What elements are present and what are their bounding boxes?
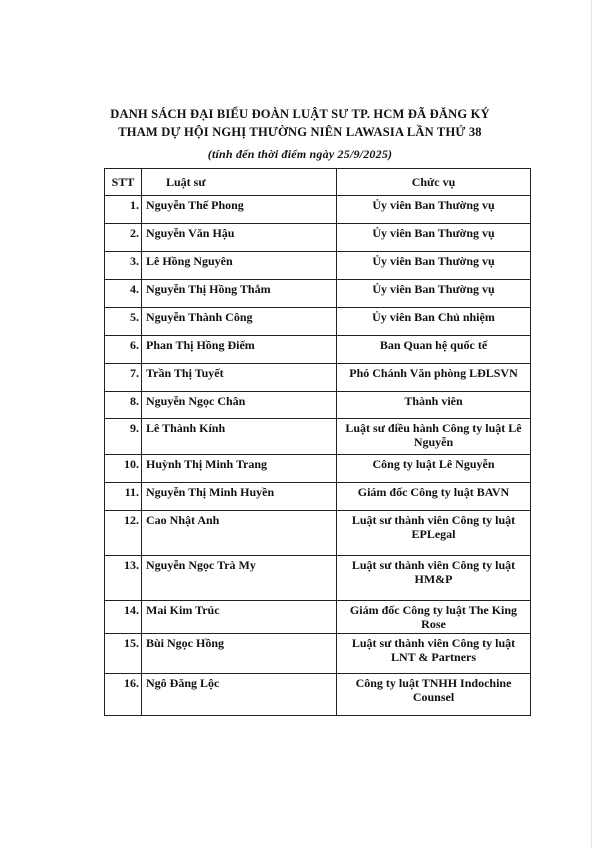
table-row (105, 556, 531, 601)
row-stt: 2. (105, 224, 142, 252)
table-row (105, 280, 531, 308)
row-lawyer-name: Nguyễn Thị Hồng Thắm (142, 280, 337, 308)
row-stt: 9. (105, 419, 142, 455)
row-lawyer-name: Nguyễn Thị Minh Huyền (142, 483, 337, 511)
row-lawyer-name: Ngô Đăng Lộc (142, 674, 337, 716)
row-position: Giám đốc Công ty luật BAVN (337, 483, 531, 511)
table-row (105, 483, 531, 511)
row-position: Ủy viên Ban Thường vụ (337, 196, 531, 224)
row-position: Công ty luật TNHH Indochine Counsel (337, 674, 531, 716)
row-position: Thành viên (337, 392, 531, 419)
row-stt: 1. (105, 196, 142, 224)
row-position: Luật sư điều hành Công ty luật Lê Nguyễn (337, 419, 531, 455)
table-row (105, 336, 531, 364)
row-lawyer-name: Mai Kim Trúc (142, 601, 337, 634)
table-row (105, 224, 531, 252)
row-stt: 6. (105, 336, 142, 364)
row-position: Công ty luật Lê Nguyễn (337, 455, 531, 483)
row-position: Ủy viên Ban Thường vụ (337, 280, 531, 308)
table-row (105, 455, 531, 483)
row-position: Luật sư thành viên Công ty luật LNT & Partners (337, 634, 531, 674)
row-position: Giám đốc Công ty luật The King Rose (337, 601, 531, 634)
row-stt: 8. (105, 392, 142, 419)
row-stt: 7. (105, 364, 142, 392)
column-header-position: Chức vụ (337, 169, 531, 196)
row-lawyer-name: Nguyễn Văn Hậu (142, 224, 337, 252)
column-header-stt: STT (105, 169, 142, 196)
table-row (105, 392, 531, 419)
row-lawyer-name: Nguyễn Ngọc Trà My (142, 556, 337, 601)
row-lawyer-name: Phan Thị Hồng Điểm (142, 336, 337, 364)
row-stt: 14. (105, 601, 142, 634)
row-stt: 12. (105, 511, 142, 556)
row-stt: 5. (105, 308, 142, 336)
row-stt: 13. (105, 556, 142, 601)
row-position: Ủy viên Ban Thường vụ (337, 252, 531, 280)
row-position: Luật sư thành viên Công ty luật EPLegal (337, 511, 531, 556)
row-lawyer-name: Trần Thị Tuyết (142, 364, 337, 392)
row-lawyer-name: Huỳnh Thị Minh Trang (142, 455, 337, 483)
row-position: Luật sư thành viên Công ty luật HM&P (337, 556, 531, 601)
table-row (105, 601, 531, 634)
row-lawyer-name: Nguyễn Ngọc Chân (142, 392, 337, 419)
column-header-lawyer: Luật sư (142, 169, 337, 196)
row-lawyer-name: Cao Nhật Anh (142, 511, 337, 556)
row-position: Ủy viên Ban Chủ nhiệm (337, 308, 531, 336)
row-lawyer-name: Lê Hồng Nguyên (142, 252, 337, 280)
table-row (105, 511, 531, 556)
row-lawyer-name: Bùi Ngọc Hồng (142, 634, 337, 674)
table-row (105, 252, 531, 280)
row-stt: 4. (105, 280, 142, 308)
table-row (105, 364, 531, 392)
delegate-table (104, 168, 531, 716)
row-lawyer-name: Lê Thành Kính (142, 419, 337, 455)
row-stt: 15. (105, 634, 142, 674)
table-row (105, 419, 531, 455)
row-lawyer-name: Nguyễn Thế Phong (142, 196, 337, 224)
table-row (105, 634, 531, 674)
row-lawyer-name: Nguyễn Thành Công (142, 308, 337, 336)
row-stt: 3. (105, 252, 142, 280)
document-title-line-2: THAM DỰ HỘI NGHỊ THƯỜNG NIÊN LAWASIA LẦN THỨ 38 (118, 125, 482, 139)
row-position: Ủy viên Ban Thường vụ (337, 224, 531, 252)
document-date-note: (tính đến thời điểm ngày 25/9/2025) (207, 147, 393, 161)
row-stt: 16. (105, 674, 142, 716)
table-row (105, 308, 531, 336)
row-position: Ban Quan hệ quốc tế (337, 336, 531, 364)
row-position: Phó Chánh Văn phòng LĐLSVN (337, 364, 531, 392)
table-header-row (105, 169, 531, 196)
table-row (105, 196, 531, 224)
row-stt: 11. (105, 483, 142, 511)
row-stt: 10. (105, 455, 142, 483)
document-title-line-1: DANH SÁCH ĐẠI BIỂU ĐOÀN LUẬT SƯ TP. HCM ĐÃ ĐĂNG KÝ (110, 107, 490, 121)
table-row (105, 674, 531, 716)
